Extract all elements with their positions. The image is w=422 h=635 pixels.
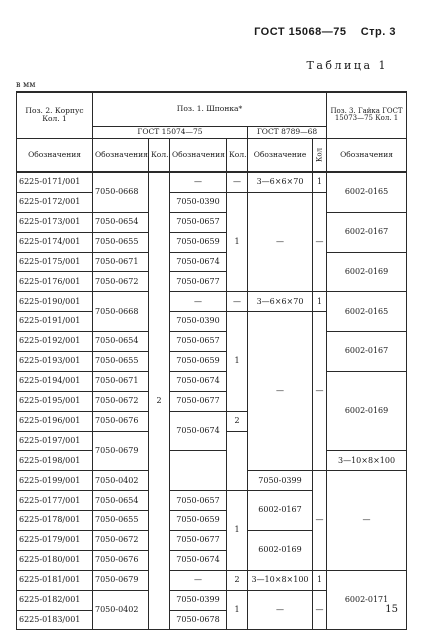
gost8789-header: ГОСТ 8789—68 <box>248 126 327 138</box>
table-row <box>17 292 407 312</box>
cell-kol-2: — <box>227 172 248 192</box>
cell-key: 3—6×6×70 <box>248 292 313 312</box>
cell-pos2: 6225-0182/001 <box>17 590 93 610</box>
cell-pos1-2: 7050-0677 <box>170 272 227 292</box>
cell-pos1-2: 7050-0390 <box>170 312 227 332</box>
cell-pos2: 6225-0176/001 <box>17 272 93 292</box>
cell-pos1: 7050-0672 <box>93 391 149 411</box>
cell-pos1: 7050-0402 <box>93 471 149 491</box>
cell-pos1-2: 7050-0674 <box>170 371 227 391</box>
table-row <box>17 570 407 590</box>
cell-pos2: 6225-0175/001 <box>17 252 93 272</box>
cell-pos2: 6225-0199/001 <box>17 471 93 491</box>
page-number: 15 <box>385 604 398 615</box>
cell-pos1: 7050-0654 <box>93 491 149 511</box>
cell-key: — <box>248 192 313 291</box>
cell-pos2: 6225-0196/001 <box>17 411 93 431</box>
cell-kol-2: — <box>227 292 248 312</box>
cell-pos2: 6225-0179/001 <box>17 531 93 551</box>
cell-kol-2: 1 <box>227 491 248 571</box>
cell-key-kol: — <box>313 192 327 291</box>
cell-pos2: 6225-0173/001 <box>17 212 93 232</box>
cell-pos1: 7050-0668 <box>93 292 149 332</box>
cell-pos1-2: — <box>170 570 227 590</box>
table-row <box>17 212 407 232</box>
cell-key-kol: 1 <box>313 570 327 590</box>
cell-pos1-2: 7050-0674 <box>170 252 227 272</box>
cell-pos1: 7050-0655 <box>93 232 149 252</box>
cell-pos3: 6002-0167 <box>248 491 313 531</box>
cell-pos1-2: 7050-0390 <box>170 192 227 212</box>
cell-pos2: 6225-0195/001 <box>17 391 93 411</box>
cell-pos1: 7050-0655 <box>93 352 149 372</box>
cell-pos1-2 <box>170 451 227 491</box>
cell-pos1: 7050-0679 <box>93 570 149 590</box>
cell-pos1-2: — <box>170 172 227 192</box>
cell-pos2: 6225-0193/001 <box>17 352 93 372</box>
cell-pos2: 6225-0181/001 <box>17 570 93 590</box>
cell-key: 3—6×6×70 <box>248 172 313 192</box>
cell-key-kol: 1 <box>313 292 327 312</box>
cell-pos1-2: 7050-0659 <box>170 232 227 252</box>
cell-pos2: 6225-0192/001 <box>17 332 93 352</box>
units-label: в мм <box>16 80 36 89</box>
cell-pos1: 7050-0668 <box>93 172 149 212</box>
cell-kol: 2 <box>149 172 170 630</box>
cell-pos1: 7050-0672 <box>93 272 149 292</box>
sub-kol-2: Кол. <box>227 138 248 172</box>
cell-pos3: 6002-0165 <box>327 172 407 212</box>
cell-key: — <box>313 471 327 570</box>
cell-kol-2 <box>227 431 248 491</box>
cell-pos1-2: 7050-0674 <box>170 411 227 451</box>
cell-pos1-2: 7050-0657 <box>170 212 227 232</box>
cell-kol-2: 1 <box>227 312 248 411</box>
table-row <box>17 451 407 471</box>
cell-key-kol: — <box>327 471 407 570</box>
table-row <box>17 172 407 192</box>
cell-pos1-2: 7050-0659 <box>170 511 227 531</box>
cell-pos2: 6225-0171/001 <box>17 172 93 192</box>
cell-pos3: 6002-0167 <box>327 332 407 372</box>
cell-pos2: 6225-0172/001 <box>17 192 93 212</box>
cell-pos2: 6225-0177/001 <box>17 491 93 511</box>
cell-pos3: 6002-0169 <box>327 371 407 451</box>
col-pos2-header: Поз. 2. Корпус Кол. 1 <box>17 92 93 138</box>
cell-pos1: 7050-0402 <box>93 590 149 630</box>
sub-oboz-2: Обозначения <box>93 138 149 172</box>
spec-table <box>16 91 407 630</box>
cell-pos1: 7050-0679 <box>93 431 149 471</box>
cell-pos1-2: 7050-0677 <box>170 391 227 411</box>
cell-pos2: 6225-0190/001 <box>17 292 93 312</box>
table-row <box>17 252 407 272</box>
cell-pos2: 6225-0183/001 <box>17 610 93 630</box>
cell-pos3: 6002-0169 <box>327 252 407 292</box>
cell-pos1: 7050-0676 <box>93 411 149 431</box>
cell-pos1-2: 7050-0659 <box>170 352 227 372</box>
sub-oboz-1: Обозначения <box>17 138 93 172</box>
cell-pos2: 6225-0180/001 <box>17 550 93 570</box>
col-pos1-header: Поз. 1. Шпонка* <box>93 92 327 126</box>
standard-number: ГОСТ 15068—75 <box>254 26 347 38</box>
page-label: Стр. 3 <box>360 26 396 38</box>
cell-kol-2: 1 <box>227 590 248 630</box>
cell-pos1: 7050-0676 <box>93 550 149 570</box>
cell-key: 3—10×8×100 <box>327 451 407 471</box>
cell-pos1: 7050-0654 <box>93 332 149 352</box>
cell-pos1: 7050-0671 <box>93 371 149 391</box>
cell-pos2: 6225-0178/001 <box>17 511 93 531</box>
cell-pos1: 7050-0654 <box>93 212 149 232</box>
cell-pos1-2: 7050-0677 <box>170 531 227 551</box>
cell-kol-2: 1 <box>227 192 248 291</box>
sub-obozn-4: Обозначение <box>248 138 313 172</box>
cell-pos1-2: — <box>170 292 227 312</box>
cell-key: — <box>248 312 313 471</box>
sub-oboz-5: Обозначения <box>327 138 407 172</box>
cell-key: — <box>248 590 313 630</box>
cell-pos2: 6225-0194/001 <box>17 371 93 391</box>
cell-kol-2: 2 <box>227 570 248 590</box>
cell-key-kol: — <box>313 590 327 630</box>
table-row <box>17 332 407 352</box>
cell-pos2: 6225-0198/001 <box>17 451 93 471</box>
cell-pos1: 7050-0672 <box>93 531 149 551</box>
cell-pos3: 6002-0165 <box>327 292 407 332</box>
cell-pos1: 7050-0671 <box>93 252 149 272</box>
cell-key: 3—10×8×100 <box>248 570 313 590</box>
sub-kol-1: Кол. <box>149 138 170 172</box>
cell-pos2: 6225-0174/001 <box>17 232 93 252</box>
cell-pos1-2: 7050-0674 <box>170 550 227 570</box>
col-pos3-header: Поз. 3. Гайка ГОСТ 15073—75 Кол. 1 <box>327 92 407 138</box>
cell-key-kol: 1 <box>313 172 327 192</box>
table-row <box>17 371 407 391</box>
cell-pos1-2: 7050-0399 <box>170 590 227 610</box>
cell-pos2: 6225-0197/001 <box>17 431 93 451</box>
cell-kol-2: 2 <box>227 411 248 431</box>
cell-pos3: 6002-0169 <box>248 531 313 571</box>
sub-oboz-3: Обозначения <box>170 138 227 172</box>
table-title: Таблица 1 <box>306 59 388 72</box>
cell-pos1-2: 7050-0657 <box>170 332 227 352</box>
cell-pos1-2: 7050-0399 <box>248 471 313 491</box>
cell-pos1-2: 7050-0678 <box>170 610 227 630</box>
cell-pos3: 6002-0167 <box>327 212 407 252</box>
sub-kol-3: Кол <box>313 138 327 172</box>
cell-pos1: 7050-0655 <box>93 511 149 531</box>
gost15074-header: ГОСТ 15074—75 <box>93 126 248 138</box>
cell-pos1-2: 7050-0657 <box>170 491 227 511</box>
cell-pos2: 6225-0191/001 <box>17 312 93 332</box>
cell-key-kol: — <box>313 312 327 471</box>
cell-pos3: 6002-0171 <box>327 570 407 630</box>
page-header <box>254 26 396 38</box>
